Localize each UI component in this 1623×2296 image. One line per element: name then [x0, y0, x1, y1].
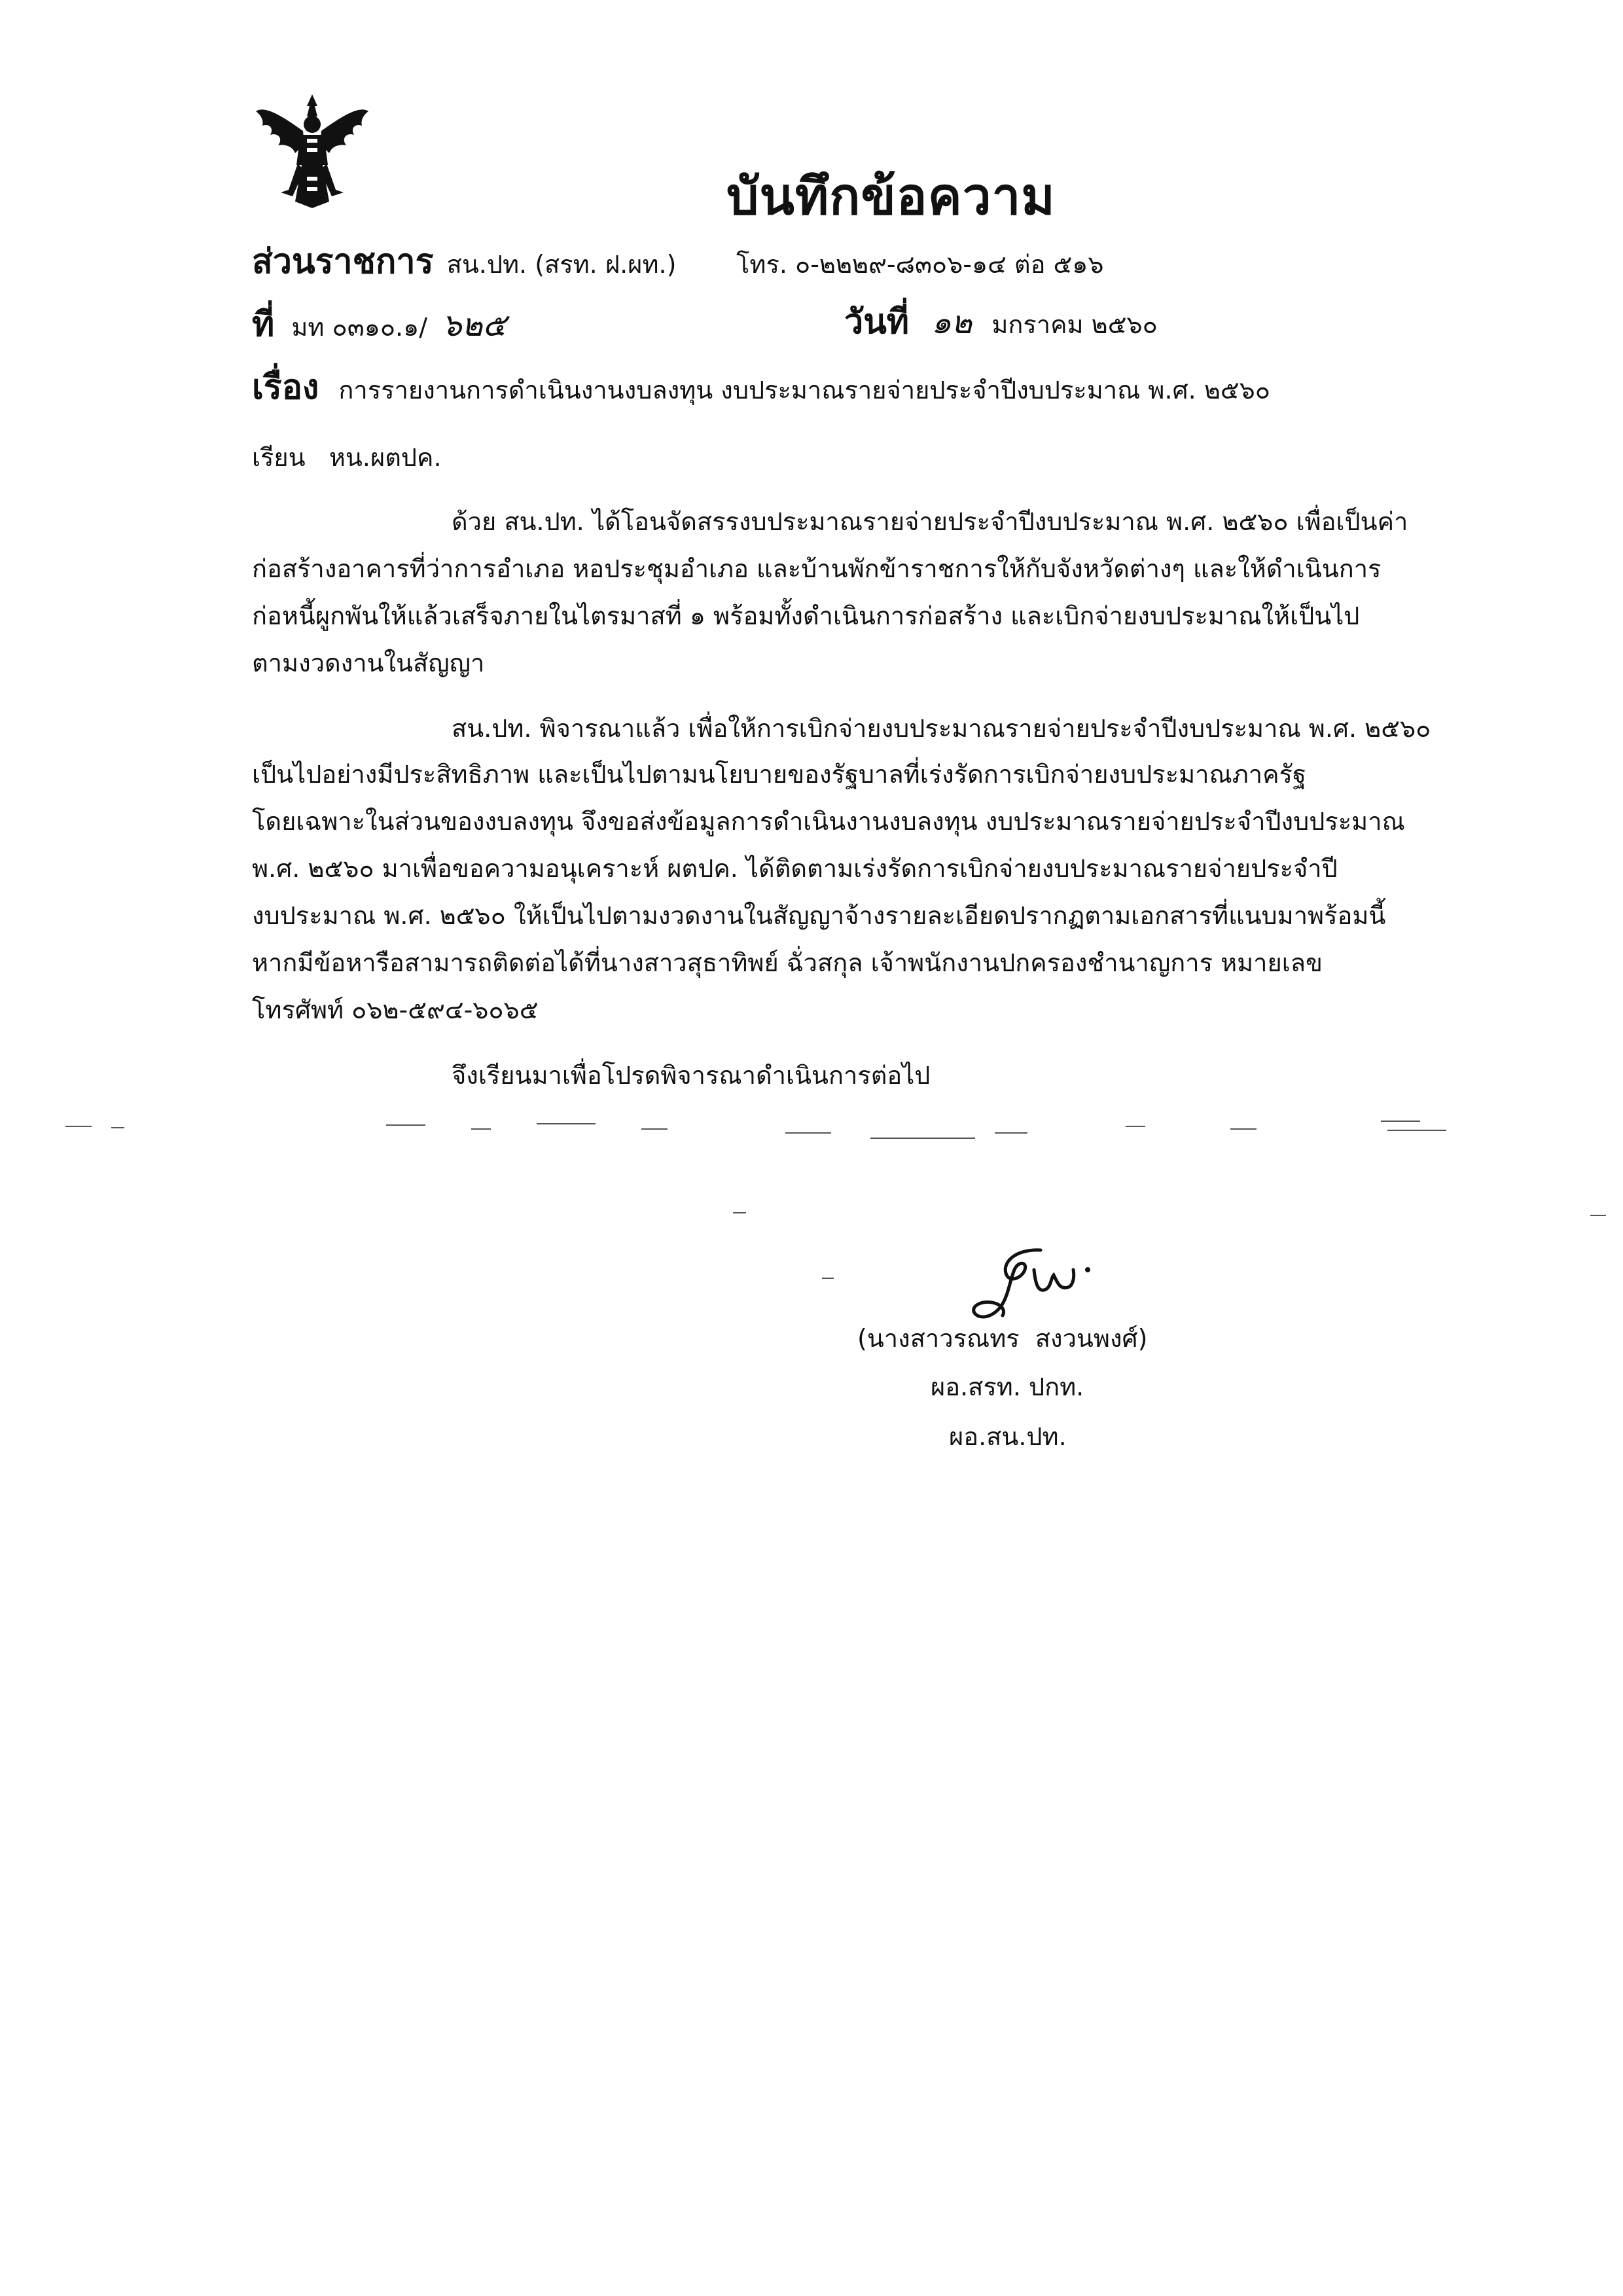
subject-label: เรื่อง: [252, 368, 319, 407]
document-title: บันทึกข้อความ: [726, 168, 1056, 226]
date-rest: มกราคม ๒๕๖๐: [991, 310, 1158, 339]
signatory-position-1: ผอ.สรท. ปกท.: [931, 1372, 1084, 1401]
signature-icon: [962, 1244, 1132, 1329]
office-value: สน.ปท. (สรท. ฝ.ผท.): [446, 250, 677, 279]
ref-label: ที่: [252, 305, 275, 344]
salutation: เรียน หน.ผตปค.: [252, 443, 442, 472]
date-handwritten-day: ๑๒: [931, 304, 972, 341]
ref-handwritten-number: ๖๒๕: [442, 307, 507, 344]
garuda-emblem-icon: [252, 92, 373, 209]
signatory-position-2: ผอ.สน.ปท.: [949, 1422, 1067, 1451]
paragraph1-line: ตามงวดงานในสัญญา: [252, 649, 485, 677]
ref-value: มท ๐๓๑๐.๑/: [291, 313, 428, 342]
paragraph1-line: ก่อหนี้ผูกพันให้แล้วเสร็จภายในไตรมาสที่ ๑ พร้อมทั้งดำเนินการก่อสร้าง และเบิกจ่ายงบประมาณให้เป็นไป: [252, 601, 1360, 630]
closing-line: จึงเรียนมาเพื่อโปรดพิจารณาดำเนินการต่อไป: [452, 1061, 931, 1090]
paragraph1-line: ก่อสร้างอาคารที่ว่าการอำเภอ หอประชุมอำเภอ และบ้านพักข้าราชการให้กับจังหวัดต่างๆ และให้ดำเนินการ: [252, 554, 1382, 583]
paragraph2-line: เป็นไปอย่างมีประสิทธิภาพ และเป็นไปตามนโยบายของรัฐบาลที่เร่งรัดการเบิกจ่ายงบประมาณภาครัฐ: [252, 760, 1306, 789]
paragraph2-line: สน.ปท. พิจารณาแล้ว เพื่อให้การเบิกจ่ายงบประมาณรายจ่ายประจำปีงบประมาณ พ.ศ. ๒๕๖๐: [452, 714, 1431, 743]
office-label: ส่วนราชการ: [252, 242, 434, 281]
office-phone: โทร. ๐-๒๒๒๙-๘๓๐๖-๑๔ ต่อ ๕๑๖: [736, 250, 1104, 279]
paragraph2-line: พ.ศ. ๒๕๖๐ มาเพื่อขอความอนุเคราะห์ ผตปค. ได้ติดตามเร่งรัดการเบิกจ่ายงบประมาณรายจ่ายประจำปี: [252, 854, 1338, 883]
paragraph2-line: งบประมาณ พ.ศ. ๒๕๖๐ ให้เป็นไปตามงวดงานในสัญญาจ้างรายละเอียดปรากฏตามเอกสารที่แนบมาพร้อมนี้: [252, 901, 1386, 930]
signatory-name: (นางสาวรณทร สงวนพงศ์): [857, 1324, 1148, 1353]
paragraph2-line: โดยเฉพาะในส่วนของงบลงทุน จึงขอส่งข้อมูลการดำเนินงานงบลงทุน งบประมาณรายจ่ายประจำปีงบประมาณ: [252, 807, 1405, 836]
paragraph2-line: โทรศัพท์ ๐๖๒-๕๙๔-๖๐๖๕: [252, 996, 539, 1024]
subject-value: การรายงานการดำเนินงานงบลงทุน งบประมาณรายจ่ายประจำปีงบประมาณ พ.ศ. ๒๕๖๐: [338, 376, 1270, 404]
date-label: วันที่: [844, 302, 910, 342]
paragraph1-line: ด้วย สน.ปท. ได้โอนจัดสรรงบประมาณรายจ่ายประจำปีงบประมาณ พ.ศ. ๒๕๖๐ เพื่อเป็นค่า: [452, 507, 1408, 536]
paragraph2-line: หากมีข้อหารือสามารถติดต่อได้ที่นางสาวสุธาทิพย์ ฉั่วสกุล เจ้าพนักงานปกครองชำนาญการ หมายเลข: [252, 948, 1323, 977]
